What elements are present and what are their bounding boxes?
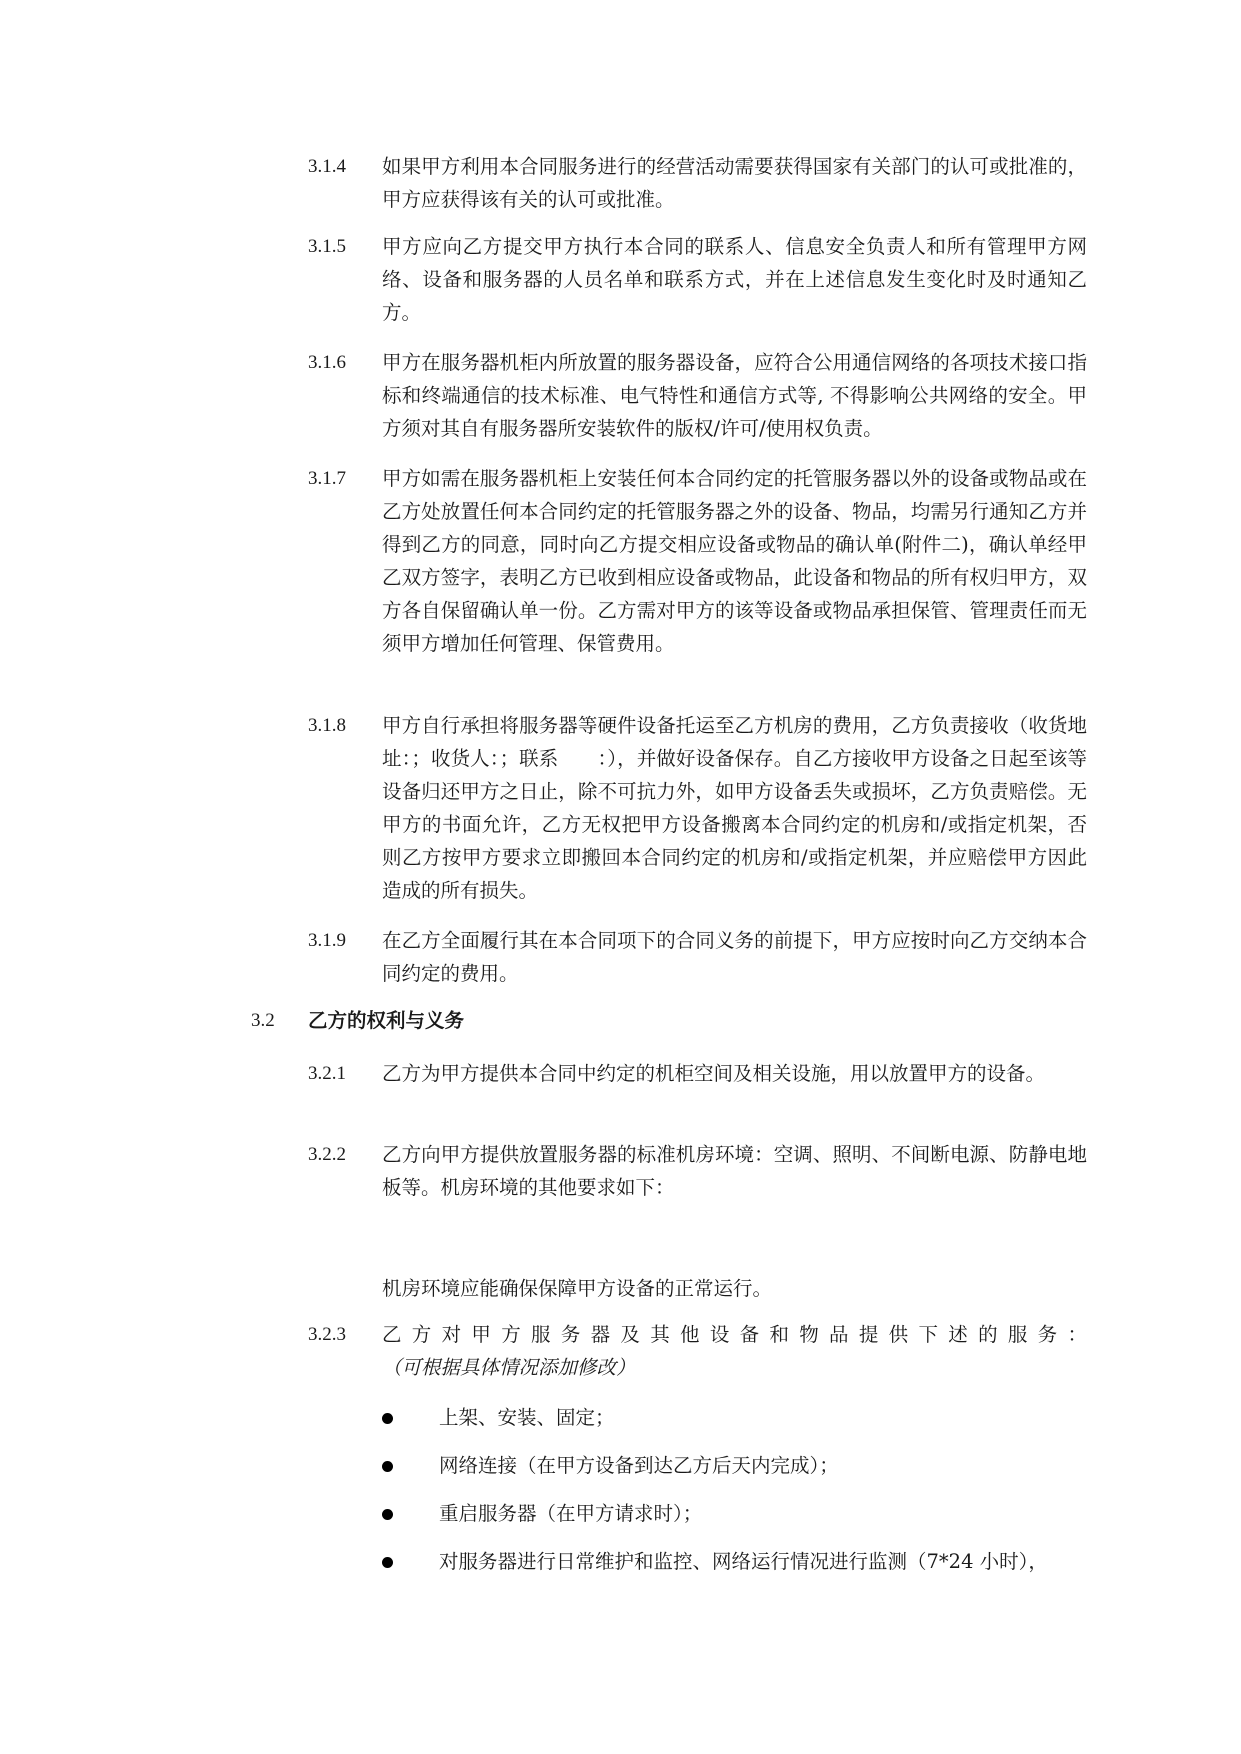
clause-text: 乙方向甲方提供放置服务器的标准机房环境：空调、照明、不间断电源、防静电地板等。机房环境的其他要求如下： xyxy=(382,1143,1087,1199)
bullet-icon xyxy=(382,1461,393,1472)
clause-number: 3.2.3 xyxy=(308,1324,346,1345)
clause-number: 3.1.5 xyxy=(308,236,346,257)
list-item-text: 上架、安装、固定； xyxy=(439,1406,615,1429)
clause-number: 3.1.6 xyxy=(308,352,346,373)
clause-text: 在乙方全面履行其在本合同项下的合同义务的前提下，甲方应按时向乙方交纳本合同约定的费用。 xyxy=(382,929,1087,985)
clause-text: 如果甲方利用本合同服务进行的经营活动需要获得国家有关部门的认可或批准的，甲方应获得该有关的认可或批准。 xyxy=(382,155,1087,211)
bullet-icon xyxy=(382,1509,393,1520)
clause-text: 甲方如需在服务器机柜上安装任何本合同约定的托管服务器以外的设备或物品或在乙方处放置任何本合同约定的托管服务器之外的设备、物品，均需另行通知乙方并得到乙方的同意，同时向乙方提交相应设备或物品的确认单(附件二)，确认单经甲乙双方签字，表明乙方已收到相应设备或物品，此设备和物品的所有权归甲方，双方各自保留确认单一份。乙方需对甲方的该等设备或物品承担保管、管理责任而无须甲方增加任何管理、保管费用。 xyxy=(382,467,1087,655)
clause-text: 乙方为甲方提供本合同中约定的机柜空间及相关设施，用以放置甲方的设备。 xyxy=(382,1062,1046,1085)
clause-number: 3.2.1 xyxy=(308,1063,346,1084)
list-item-text: 对服务器进行日常维护和监控、网络运行情况进行监测（7*24 小时）， xyxy=(439,1550,1048,1573)
clause-body: 乙方对甲方服务器及其他设备和物品提供下述的服务： xyxy=(382,1323,1087,1346)
clause-number: 3.1.4 xyxy=(308,156,346,177)
clause-editorial-note: （可根据具体情况添加修改） xyxy=(382,1356,636,1379)
section-number: 3.2 xyxy=(251,1010,275,1031)
clause-text: 甲方应向乙方提交甲方执行本合同的联系人、信息安全负责人和所有管理甲方网络、设备和服务器的人员名单和联系方式，并在上述信息发生变化时及时通知乙方。 xyxy=(382,235,1087,324)
clause-number: 3.2.2 xyxy=(308,1144,346,1165)
list-item-text: 网络连接（在甲方设备到达乙方后天内完成）； xyxy=(439,1454,839,1477)
clause-text: 甲方在服务器机柜内所放置的服务器设备，应符合公用通信网络的各项技术接口指标和终端通信的技术标准、电气特性和通信方式等, 不得影响公共网络的安全。甲方须对其自有服务器所安装软件的版权/许可/使用权负责。 xyxy=(382,351,1087,440)
list-item-text: 重启服务器（在甲方请求时）； xyxy=(439,1502,703,1525)
environment-note: 机房环境应能确保保障甲方设备的正常运行。 xyxy=(382,1277,773,1300)
bullet-icon xyxy=(382,1557,393,1568)
clause-number: 3.1.7 xyxy=(308,468,346,489)
clause-text xyxy=(382,1318,1087,1384)
bullet-icon xyxy=(382,1413,393,1424)
section-title: 乙方的权利与义务 xyxy=(308,1009,465,1032)
clause-number: 3.1.8 xyxy=(308,715,346,736)
clause-number: 3.1.9 xyxy=(308,930,346,951)
clause-text: 甲方自行承担将服务器等硬件设备托运至乙方机房的费用，乙方负责接收（收货地址：；收货人：；联系 ：），并做好设备保存。自乙方接收甲方设备之日起至该等设备归还甲方之日止，除不可抗力外，如甲方设备丢失或损坏，乙方负责赔偿。无甲方的书面允许，乙方无权把甲方设备搬离本合同约定的机房和/或指定机架，否则乙方按甲方要求立即搬回本合同约定的机房和/或指定机架，并应赔偿甲方因此造成的所有损失。 xyxy=(382,714,1087,902)
